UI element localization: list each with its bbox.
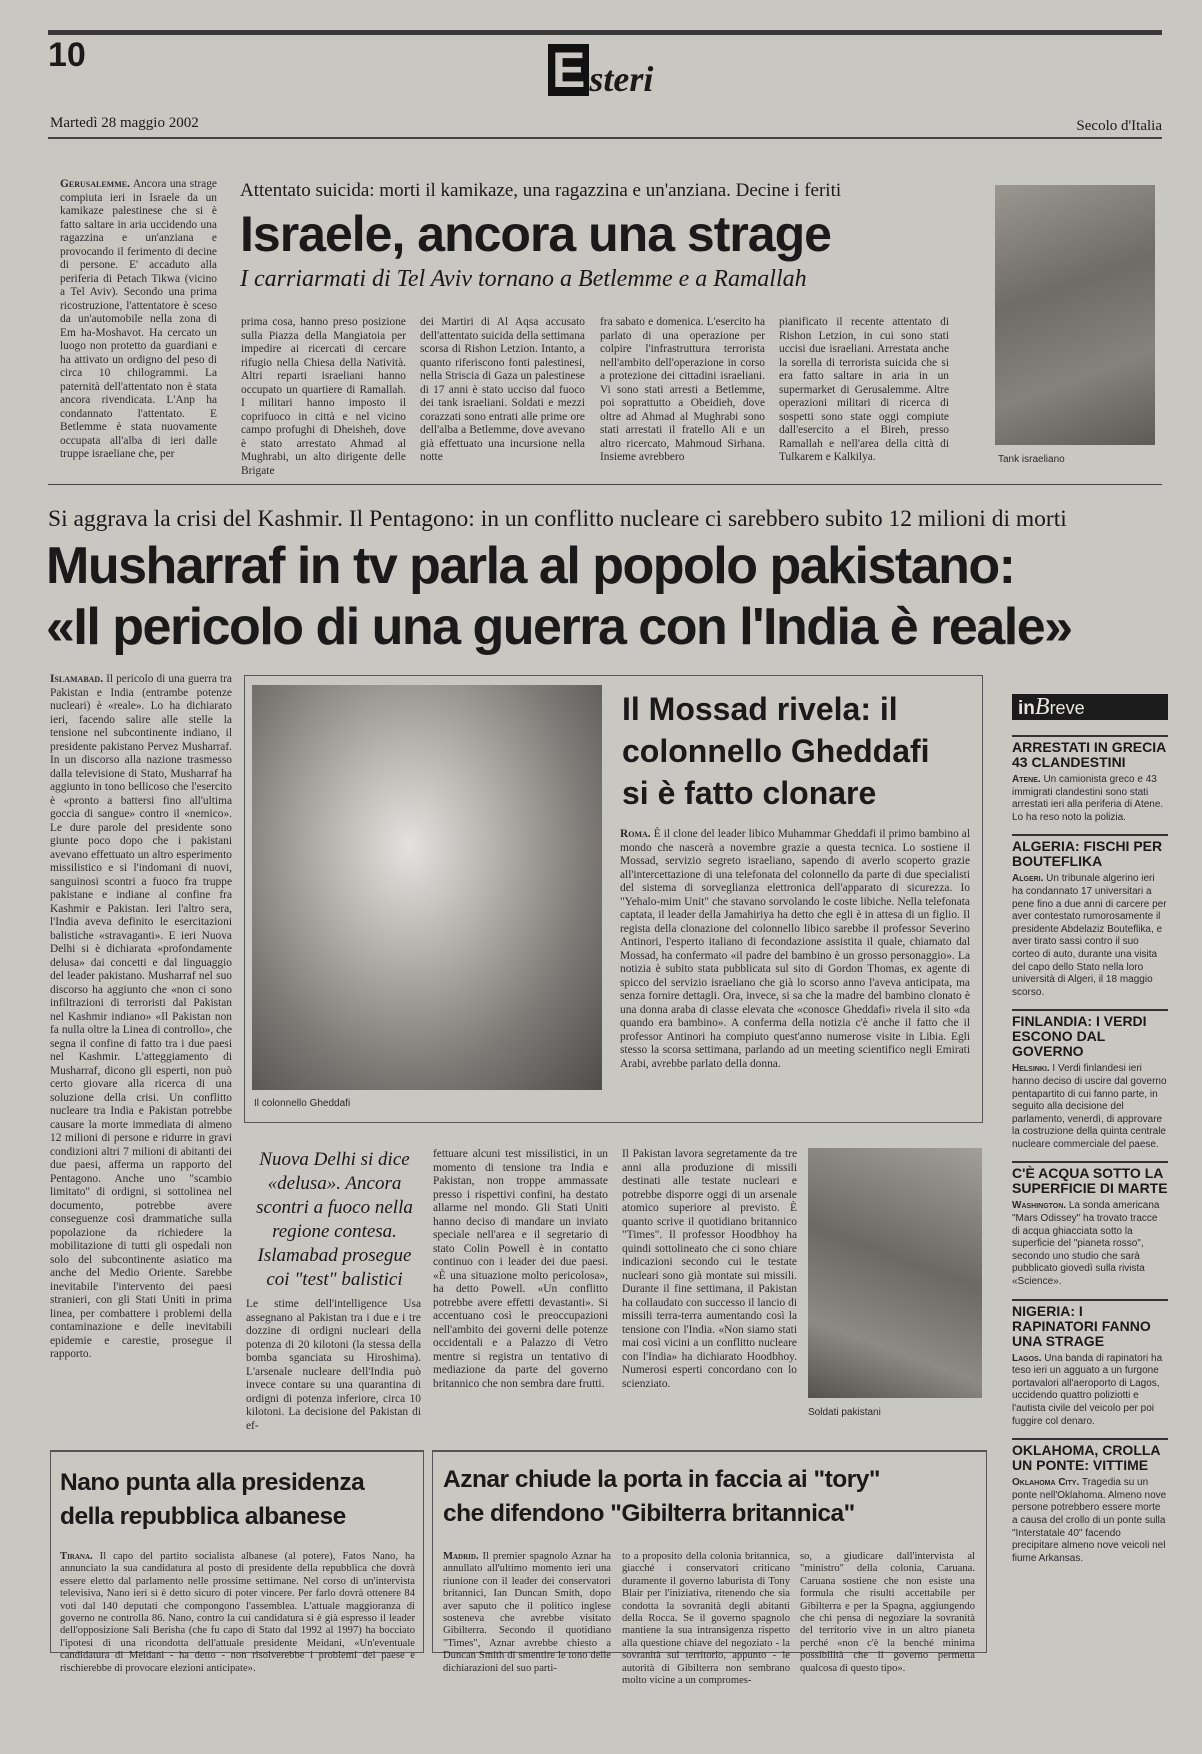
- brief-title: FINLANDIA: I VERDI ESCONO DAL GOVERNO: [1012, 1013, 1147, 1060]
- story4-body-text: Il capo del partito socialista albanese (al potere), Fatos Nano, ha annunciato la sua candidatura al posto di presidente della repubblica che dovrà essere eletto dal parlamento nelle prossime settimane. Nel corso di un'intervista televisiva, Nano ieri si è detto sicuro di poter vincere. Per farlo dovrà ottenere 84 voti dal 140 deputati che compongono l'assemblea. L'attuale maggioranza di governo ne controlla 86. Nano, contro la cui candidatura si è già espresso il leader dell'opposizione Sali Berisha (che fu capo di Stato dal 1992 al 1997) ha bocciato l'ipotesi di una ricondotta dell'attuale presidente Meidani, «Un'eventuale candidatura di Meidani - ha detto - non risolverebbe i problemi del paese e rischierebbe di provocare elezioni anticipate».: [60, 1551, 415, 1674]
- brief-title: OKLAHOMA, CROLLA UN PONTE: VITTIME: [1012, 1442, 1161, 1474]
- story1-col3: dei Martiri di Al Aqsa accusato dell'attentato suicida della settimana scorsa di Rishon Letzion. Intanto, a quanto riferiscono fonti palestinesi, nella Striscia di Gaza un palestinese di 17 anni è stato ucciso dal fuoco dei tank israeliani. Soldati e mezzi corazzati sono entrati alle prime ore dell'alba a Betlemme, dove avevano già effettuato una incursione nella notte: [420, 316, 585, 463]
- brief-lead: Washington.: [1012, 1200, 1067, 1212]
- story2-dateline: Islamabad.: [50, 673, 104, 685]
- paper-name: Secolo d'Italia: [1076, 118, 1162, 134]
- story4-dateline: Tirana.: [60, 1551, 93, 1562]
- story1-col1-text: Ancora una strage compiuta ieri in Israele da un kamikaze palestinese che si è fatto saltare in aria uccidendo una ragazzina e un'anziana e provocando il ferimento di decine di persone. E' accaduto alla periferia di Petach Tikwa (vicino a Tel Aviv). Secondo una prima ricostruzione, l'attentatore è sceso da un'automobile nella zona di Em ha-Moshavot. Ha cercato un luogo non protetto da guardiani e ha attivato un ordigno del peso di circa 10 chilogrammi. La paternità dell'attentato non è stata ancora rivendicata. L'Anp ha condannato l'attentato. E Betlemme è stata nuovamente occupata all'alba di ieri dalle truppe israeliane che, per: [60, 178, 217, 460]
- story4-body: [60, 1551, 415, 1674]
- story3-dateline: Roma.: [620, 828, 651, 840]
- story1-dateline: Gerusalemme.: [60, 178, 130, 190]
- story1-bottom-rule: [48, 484, 1162, 485]
- story2-col1: [50, 673, 232, 1403]
- brief-text: [1012, 1477, 1168, 1565]
- story1-col5: pianificato il recente attentato di Rishon Letzion, in cui sono stati uccisi due israeliani. Arrestata anche la sorella di terrorista suicida che si era fatto saltare in aria in un supermarket di Gerusalemme. Altre operazioni militari di ricerca di sospetti sono state oggi compiute dall'esercito a el Bireh, presso Ramallah e nell'area della città di Tulkarem e Kalkilya.: [779, 316, 949, 463]
- brief-lead: Helsinki.: [1012, 1063, 1050, 1075]
- brief-lead: Lagos.: [1012, 1352, 1042, 1364]
- story2-photo: [808, 1148, 982, 1398]
- briefs-logo-rest: reve: [1049, 698, 1085, 718]
- story5-col3: so, a giudicare dall'intervista al "ministro" della colonia, Caruana. Caruana sostiene che non esiste una formula che risulti accettabile per Gibilterra e per la Spagna, aggiungendo che chi pensa di negoziare la sovranità del territorio vive in un altro pianeta perché «non c'è la benché minima possibilità che il governo permetta qualcosa di questo tipo».: [800, 1551, 975, 1674]
- story2-photo-caption: Soldati pakistani: [808, 1407, 881, 1418]
- story4-title: Nano punta alla presidenza della repubblica albanese: [60, 1469, 365, 1530]
- brief-body: Una banda di rapinatori ha teso ieri un agguato a un furgone portavalori all'aeroporto di Lagos, uccidendo quattro poliziotti e l'autista civile del veicolo per poi fuggire col denaro.: [1012, 1352, 1163, 1427]
- brief-title: NIGERIA: I RAPINATORI FANNO UNA STRAGE: [1012, 1302, 1151, 1349]
- story2-col3: fettuare alcuni test missilistici, in un momento di tensione tra India e Pakistan, non troppe ammassate presso i rispettivi confini, ha destato allarme nel mondo. Gli Stati Uniti hanno deciso di mandare un inviato speciale nell'area e il segretario di stato Colin Powell è in contatto continuo con i leader dei due paesi. «È una situazione molto pericolosa», ha detto Powell. «Un conflitto potrebbe avere effetti devastanti». Si accentuano così le preoccupazioni nell'ambito dei governi delle potenze occidentali e a Palazzo di Vetro mentre si registra un tentativo di mediazione da parte del governo britannico che non sembra dare frutti.: [433, 1148, 608, 1390]
- briefs-logo-b: B: [1034, 694, 1050, 720]
- brief-lead: Algeri.: [1012, 873, 1044, 885]
- section-initial: E: [548, 44, 589, 96]
- story2-col4: Il Pakistan lavora segretamente da tre anni alla produzione di missili destinati alle testate nucleari e potrebbe disporre oggi di un arsenale atomico superiore al previsto. È quanto scrive il quotidiano britannico "Times". Il professor Hoodbhoy ha quindi sottolineato che ci sono chiare indicazioni secondo cui le testate nucleari sono già montate sui missili. Durante il fine settimana, il Pakistan ha collaudato con successo il lancio di missili terra-terra aumentando così la tensione con l'India. «Non siamo stati mai così vicini a un conflitto nucleare con l'India» ha dichiarato Hoodbhoy. Numerosi esperti concordano con lo scienziato.: [622, 1148, 797, 1390]
- brief-body: I Verdi finlandesi ieri hanno deciso di uscire dal governo pentapartito di cui fanno parte, in seguito alla decisione del parlamento, venerdì, di approvare la costruzione della quinta centrale nucleare commerciale del paese.: [1012, 1063, 1167, 1150]
- story3-body-text: È il clone del leader libico Muhammar Gheddafi il primo bambino al mondo che nascerà a novembre grazie a questa tecnica. Lo sostiene il Mossad, servizio segreto israeliano, sapendo di averlo scoperto grazie all'intercettazione di una telefonata del colonnello da parte di due specialisti del sistema di sorveglianza elettronica dell'apparato di sicurezza. Io "Yehalo-mim Unit" che stavano sorvolando le coste libiche. Nella telefonata captata, il leader della Jamahiriya ha detto che egli è in attesa di un figlio. Il regista della clonazione del colonnello libico sarebbe il professor Severino Antinori, l'esperto italiano di fecondazione assistita il quale, chiamato dal Mossad, ha confermato «il padre del bambino è un grosso personaggio». La notizia è subito stata pubblicata sul sito di Gordon Thomas, ex agente di spicco del servizio israeliano che già lo scorso anno l'aveva anticipata, ma senza fornire dettagli. Ora, invece, si sa che la madre del bambino clonato è una donna araba di classe elevata che «conosce Gheddafi» rivela il sito «da quando era bambino». A conferma della notizia c'è anche il fatto che il professor Antinori ha compiuto quest'anno numerose visite in Libia. Egli stesso la scorsa settimana, parlando ad un meeting scientifico negli Emirati Arabi, avrebbe parlato della donna.: [620, 828, 970, 1070]
- brief-body: Un tribunale algerino ieri ha condannato 17 universitari a pene fino a due anni di carcere per aver contestato rumorosamente il presidente Abdelaziz Bouteflika, e aver tirato sassi contro il suo corteo di auto, durante una visita del capo dello Stato nella loro università di Algeri, il 18 maggio scorso.: [1012, 873, 1167, 998]
- story5-col1: [443, 1551, 611, 1674]
- section-title: [548, 42, 654, 99]
- story1-col2: prima cosa, hanno preso posizione sulla Piazza della Mangiatoia per impedire ai ricercati di cercare rifugio nella Chiesa della Natività. Altri reparti israeliani hanno occupato un quartiere di Ramallah. I militari hanno imposto il coprifuoco in città e nel vicino campo profughi di Dheisheh, dove è stato arrestato Ahmad al Mughrabi, un alto dirigente delle Brigate: [241, 316, 406, 477]
- issue-date: Martedì 28 maggio 2002: [50, 115, 199, 131]
- brief-lead: Oklahoma City.: [1012, 1477, 1080, 1489]
- story5-title-line2: che difendono "Gibilterra britannica": [443, 1500, 855, 1527]
- story1-col4: fra sabato e domenica. L'esercito ha parlato di una operazione per colpire l'infrastruttura terrorista nell'ambito dell'operazione in corso a protezione dei cittadini israeliani. Vi sono stati arresti a Betlemme, poi soprattutto a Obeidieh, dove oltre ad Ahmad al Mughrabi sono stati arrestati il fratello Ali e un altro ricercato, Mahmoud Sirhana. Insieme avrebbero: [600, 316, 765, 463]
- brief-text: [1012, 1200, 1168, 1288]
- story1-kicker: Attentato suicida: morti il kamikaze, una ragazzina e un'anziana. Decine i feriti: [240, 180, 842, 201]
- story1-photo-caption: Tank israeliano: [998, 454, 1065, 465]
- brief-item: [1012, 1299, 1168, 1429]
- story1-col1: [60, 178, 217, 476]
- story2-col1-text: Il pericolo di una guerra tra Pakistan e India (entrambe potenze nucleari) è «reale». Lo ha dichiarato ieri, facendo salire alle stelle la tensione nel subcontinente indiano, il presidente pakistano Pervez Musharraf. In un discorso alla nazione trasmesso dalla televisione di Stato, Musharraf ha aggiunto in tono bellicoso che l'esercito è «pronto a battersi fino all'ultima goccia di sangue» contro il «nemico». Le dure parole del presidente sono giunte poco dopo che i pakistani avevano effettuato un altro esperimento missilistico e si l'indomani di nuovi, sanguinosi scontri a fuoco fra truppe pakistane e indiane al confine fra Kashmir e Pakistan. Ieri l'altro sera, l'India aveva definito le esercitazioni balistiche «stravaganti». E ieri Nuova Delhi si è dichiarata «profondamente delusa» dai concetti e dal linguaggio del leader pakistano. Musharraf nel suo discorso ha aggiunto che «non ci sono infiltrazioni di terroristi dal Pakistan nel Kashmir indiano» «Il Pakistan non fa nulla oltre la Linea di controllo», che segna il confine di fatto tra i due paesi nel Kashmir. L'atteggiamento di Musharraf, dicono gli esperti, non può certo giovare alla ricerca di una soluzione della crisi. Un conflitto nucleare tra India e Pakistan potrebbe causare la morte immediata di almeno 12 milioni di persone e ridurre in gravi condizioni altri 7 milioni di abitanti dei due paesi, afferma un rapporto del Pentagono. Anche uno "scambio limitato" di ordigni, si sottolinea nel documento, potrebbe avere conseguenze così drammatiche sulla popolazione da richiedere la mobilitazione di tutti gli ospedali non solo del subcontinente asiatico ma anche del Medio Oriente. Sarebbe inevitabile l'intervento dei paesi stranieri, con gli Stati Uniti in prima linea, per combattere i problemi della contaminazione e delle inevitabili epidemie e carestie, prosegue il rapporto.: [50, 673, 232, 1360]
- story2-sidebar: Nuova Delhi si dice «delusa». Ancora scontri a fuoco nella regione contesa. Islamabad prosegue coi "test" balistici: [256, 1149, 413, 1290]
- brief-item: [1012, 834, 1168, 999]
- story5-col1-text: Il premier spagnolo Aznar ha annullato all'ultimo momento ieri una riunione con il leader dei conservatori britannici, Ian Duncan Smith, dopo aver saputo che il politico inglese sosteneva che avrebbe visitato Gibilterra. Secondo il quotidiano "Times", Aznar avrebbe chiesto a Duncan Smith di smentire le tono delle dichiarazioni del suo parti-: [443, 1551, 611, 1674]
- story2-title-line2: «Il pericolo di una guerra con l'India è reale»: [46, 598, 1072, 656]
- brief-item: [1012, 735, 1168, 824]
- story5-dateline: Madrid.: [443, 1551, 479, 1562]
- story3-photo-caption: Il colonnello Gheddafi: [254, 1098, 351, 1109]
- briefs-logo-in: in: [1018, 698, 1035, 719]
- brief-item: [1012, 1009, 1168, 1151]
- story2-title-line1: Musharraf in tv parla al popolo pakistano:: [46, 537, 1015, 595]
- story5-title-line1: Aznar chiude la porta in faccia ai "tory": [443, 1466, 881, 1493]
- brief-lead: Atene.: [1012, 774, 1041, 785]
- story1-title: Israele, ancora una strage: [240, 206, 831, 262]
- brief-title: ALGERIA: FISCHI PER BOUTEFLIKA: [1012, 838, 1163, 870]
- story3-body: [620, 828, 970, 1113]
- brief-body: Un camionista greco e 43 immigrati clandestini sono stati arrestati ieri alla periferia di Atene. Lo ha reso noto la polizia.: [1012, 774, 1164, 823]
- briefs-list: [1012, 735, 1168, 1625]
- brief-body: La sonda americana "Mars Odissey" ha trovato tracce di acqua ghiacciata sotto la superficie del "pianeta rosso", secondo uno studio che sarà pubblicato giovedì sulla rivista «Science».: [1012, 1200, 1160, 1288]
- brief-title: ARRESTATI IN GRECIA 43 CLANDESTINI: [1012, 739, 1166, 770]
- brief-item: [1012, 1161, 1168, 1288]
- story1-subtitle: I carriarmati di Tel Aviv tornano a Betlemme e a Ramallah: [240, 266, 807, 292]
- brief-text: [1012, 1353, 1168, 1429]
- story2-col2b: Le stime dell'intelligence Usa assegnano al Pakistan tra i due e i tre dozzine di ordigni nucleari della potenza di 20 kilotoni (la stessa della bomba sganciata su Hiroshima). L'arsenale nucleare dell'India può invece contare su una quarantina di ordigni di potenza inferiore, circa 10 kilotoni. La decisione del Pakistan di ef-: [246, 1298, 421, 1432]
- brief-text: [1012, 873, 1168, 999]
- story3-photo: [252, 685, 602, 1090]
- page-number: 10: [48, 36, 86, 74]
- briefs-logo: [1012, 694, 1168, 720]
- story5-col2: to a proposito della colonia britannica, giacché i conservatori criticano duramente il governo laburista di Tony Blair per l'iniziativa, ritenendo che sia condotta la sovranità degli abitanti della Rocca. Se il governo spagnolo mantiene la sua intransigenza rispetto alla questione chiave del negoziato - la sovranità sul territorio, appunto - le autorità di Gibilterra non sembrano molto vicine a un compromes-: [622, 1551, 790, 1687]
- story2-kicker: Si aggrava la crisi del Kashmir. Il Pentagono: in un conflitto nucleare ci sarebbero subito 12 milioni di morti: [48, 506, 1067, 532]
- header-top-rule: [48, 30, 1162, 35]
- story3-title: Il Mossad rivela: il colonnello Gheddafi si è fatto clonare: [622, 691, 930, 811]
- section-rest: steri: [589, 59, 654, 99]
- brief-item: [1012, 1438, 1168, 1565]
- story1-photo: [995, 185, 1155, 445]
- brief-title: C'È ACQUA SOTTO LA SUPERFICIE DI MARTE: [1012, 1165, 1168, 1197]
- brief-text: [1012, 1063, 1168, 1151]
- header-bottom-rule: [48, 137, 1162, 139]
- brief-text: [1012, 774, 1168, 824]
- brief-body: Tragedia su un ponte nell'Oklahoma. Almeno nove persone potrebbero essere morte a causa del crollo di un ponte sulla "Interstatale 40" facendo precipitare almeno nove veicoli nel fiume Arkansas.: [1012, 1477, 1167, 1564]
